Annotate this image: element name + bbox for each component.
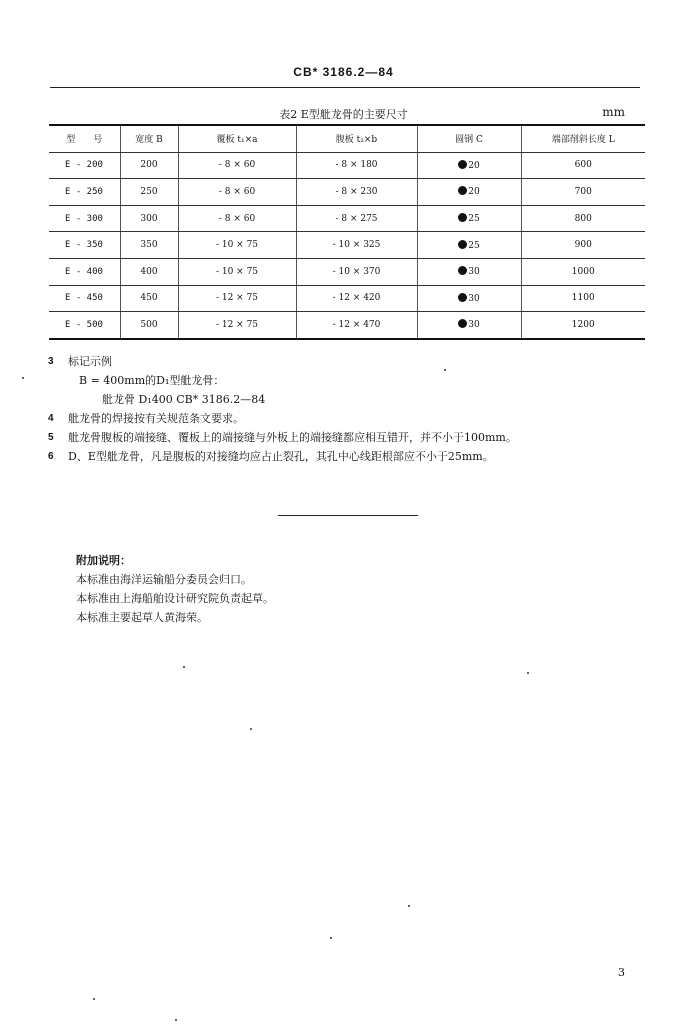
page-number: 3 (618, 966, 625, 979)
cell-web-plate: - 10 × 370 (296, 258, 417, 285)
table-unit: mm (602, 105, 625, 119)
table-row (49, 179, 645, 206)
cell-round-bar (417, 258, 521, 285)
round-bar-diameter: 30 (468, 293, 480, 304)
cell-web-plate: - 12 × 470 (296, 312, 417, 339)
round-bar-diameter: 20 (468, 187, 480, 198)
cell-cover-plate: - 10 × 75 (178, 232, 296, 259)
note-text: 舭龙骨腹板的端接缝、覆板上的端接缝与外板上的端接缝都应相互错开，并不小于100mm。 (68, 431, 517, 444)
cell-taper-length: 700 (521, 179, 645, 206)
table-row (49, 205, 645, 232)
table-row (49, 285, 645, 312)
additional-note-line: 本标准由上海船舶设计研究院负责起草。 (76, 592, 274, 605)
additional-note-line: 本标准主要起草人黄海荣。 (76, 611, 208, 624)
cell-taper-length: 1000 (521, 258, 645, 285)
cell-width: 300 (120, 205, 178, 232)
cell-type: E - 350 (49, 232, 120, 259)
header-rule (50, 87, 640, 88)
col-header-cover-plate: 覆板 t₁×a (178, 125, 296, 152)
cell-width: 250 (120, 179, 178, 206)
cell-round-bar (417, 205, 521, 232)
note-number: 6 (48, 451, 54, 462)
col-header-web-plate: 腹板 t₂×b (296, 125, 417, 152)
cell-taper-length: 900 (521, 232, 645, 259)
scan-speck (175, 1019, 177, 1021)
cell-round-bar (417, 179, 521, 206)
scan-speck (183, 666, 185, 668)
col-header-round-bar: 圆钢 C (417, 125, 521, 152)
round-bar-icon (458, 160, 467, 169)
cell-width: 350 (120, 232, 178, 259)
cell-web-plate: - 10 × 325 (296, 232, 417, 259)
note-4 (48, 409, 662, 428)
col-header-type: 型 号 (49, 125, 120, 152)
notes-section (48, 352, 662, 466)
note-5 (48, 428, 662, 447)
cell-taper-length: 800 (521, 205, 645, 232)
note-number: 3 (48, 356, 54, 367)
round-bar-icon (458, 293, 467, 302)
cell-taper-length: 600 (521, 152, 645, 179)
table-row (49, 232, 645, 259)
round-bar-icon (458, 186, 467, 195)
cell-type: E - 400 (49, 258, 120, 285)
section-end-rule (278, 515, 418, 516)
additional-notes-heading: 附加说明： (76, 554, 131, 567)
cell-type: E - 200 (49, 152, 120, 179)
note-3-example-line: B = 400mm的D₁型舭龙骨： (79, 374, 225, 387)
note-number: 4 (48, 413, 54, 424)
round-bar-diameter: 20 (468, 160, 480, 171)
round-bar-diameter: 25 (468, 240, 480, 251)
cell-web-plate: - 8 × 275 (296, 205, 417, 232)
round-bar-icon (458, 240, 467, 249)
dimension-table (49, 124, 645, 340)
cell-cover-plate: - 12 × 75 (178, 312, 296, 339)
additional-notes (76, 551, 274, 627)
scan-speck (408, 905, 410, 907)
scan-speck (444, 369, 446, 371)
cell-round-bar (417, 312, 521, 339)
scan-speck (22, 377, 24, 379)
cell-round-bar (417, 285, 521, 312)
note-text: D、E型舭龙骨，凡是腹板的对接缝均应占止裂孔，其孔中心线距根部应不小于25mm。 (68, 450, 494, 463)
table-row (49, 152, 645, 179)
scan-speck (93, 998, 95, 1000)
table-header-row (49, 125, 645, 152)
cell-cover-plate: - 12 × 75 (178, 285, 296, 312)
round-bar-icon (458, 213, 467, 222)
cell-width: 200 (120, 152, 178, 179)
cell-taper-length: 1100 (521, 285, 645, 312)
round-bar-diameter: 30 (468, 320, 480, 331)
additional-note-line: 本标准由海洋运输船分委员会归口。 (76, 573, 252, 586)
note-3 (48, 352, 662, 371)
col-header-width: 宽度 B (120, 125, 178, 152)
cell-type: E - 300 (49, 205, 120, 232)
note-6 (48, 447, 662, 466)
note-3-marking: 舭龙骨 D₁400 CB* 3186.2—84 (102, 393, 266, 406)
note-text: 舭龙骨的焊接按有关规范条文要求。 (68, 412, 244, 425)
cell-width: 500 (120, 312, 178, 339)
cell-round-bar (417, 152, 521, 179)
cell-type: E - 500 (49, 312, 120, 339)
scan-speck (527, 672, 529, 674)
scan-speck (330, 937, 332, 939)
cell-web-plate: - 12 × 420 (296, 285, 417, 312)
cell-cover-plate: - 8 × 60 (178, 152, 296, 179)
cell-round-bar (417, 232, 521, 259)
cell-width: 450 (120, 285, 178, 312)
table-caption: 表2 E型舭龙骨的主要尺寸 (279, 108, 408, 121)
cell-web-plate: - 8 × 180 (296, 152, 417, 179)
note-number: 5 (48, 432, 54, 443)
note-text: 标记示例 (68, 355, 112, 368)
cell-taper-length: 1200 (521, 312, 645, 339)
cell-type: E - 250 (49, 179, 120, 206)
round-bar-icon (458, 319, 467, 328)
cell-web-plate: - 8 × 230 (296, 179, 417, 206)
round-bar-diameter: 25 (468, 214, 480, 225)
col-header-taper-length: 端部削斜长度 L (521, 125, 645, 152)
round-bar-diameter: 30 (468, 267, 480, 278)
cell-width: 400 (120, 258, 178, 285)
cell-cover-plate: - 10 × 75 (178, 258, 296, 285)
table-row (49, 312, 645, 339)
round-bar-icon (458, 266, 467, 275)
cell-cover-plate: - 8 × 60 (178, 205, 296, 232)
cell-type: E - 450 (49, 285, 120, 312)
standard-code-header: CB* 3186.2—84 (293, 65, 394, 79)
cell-cover-plate: - 8 × 60 (178, 179, 296, 206)
table-row (49, 258, 645, 285)
scan-speck (250, 728, 252, 730)
